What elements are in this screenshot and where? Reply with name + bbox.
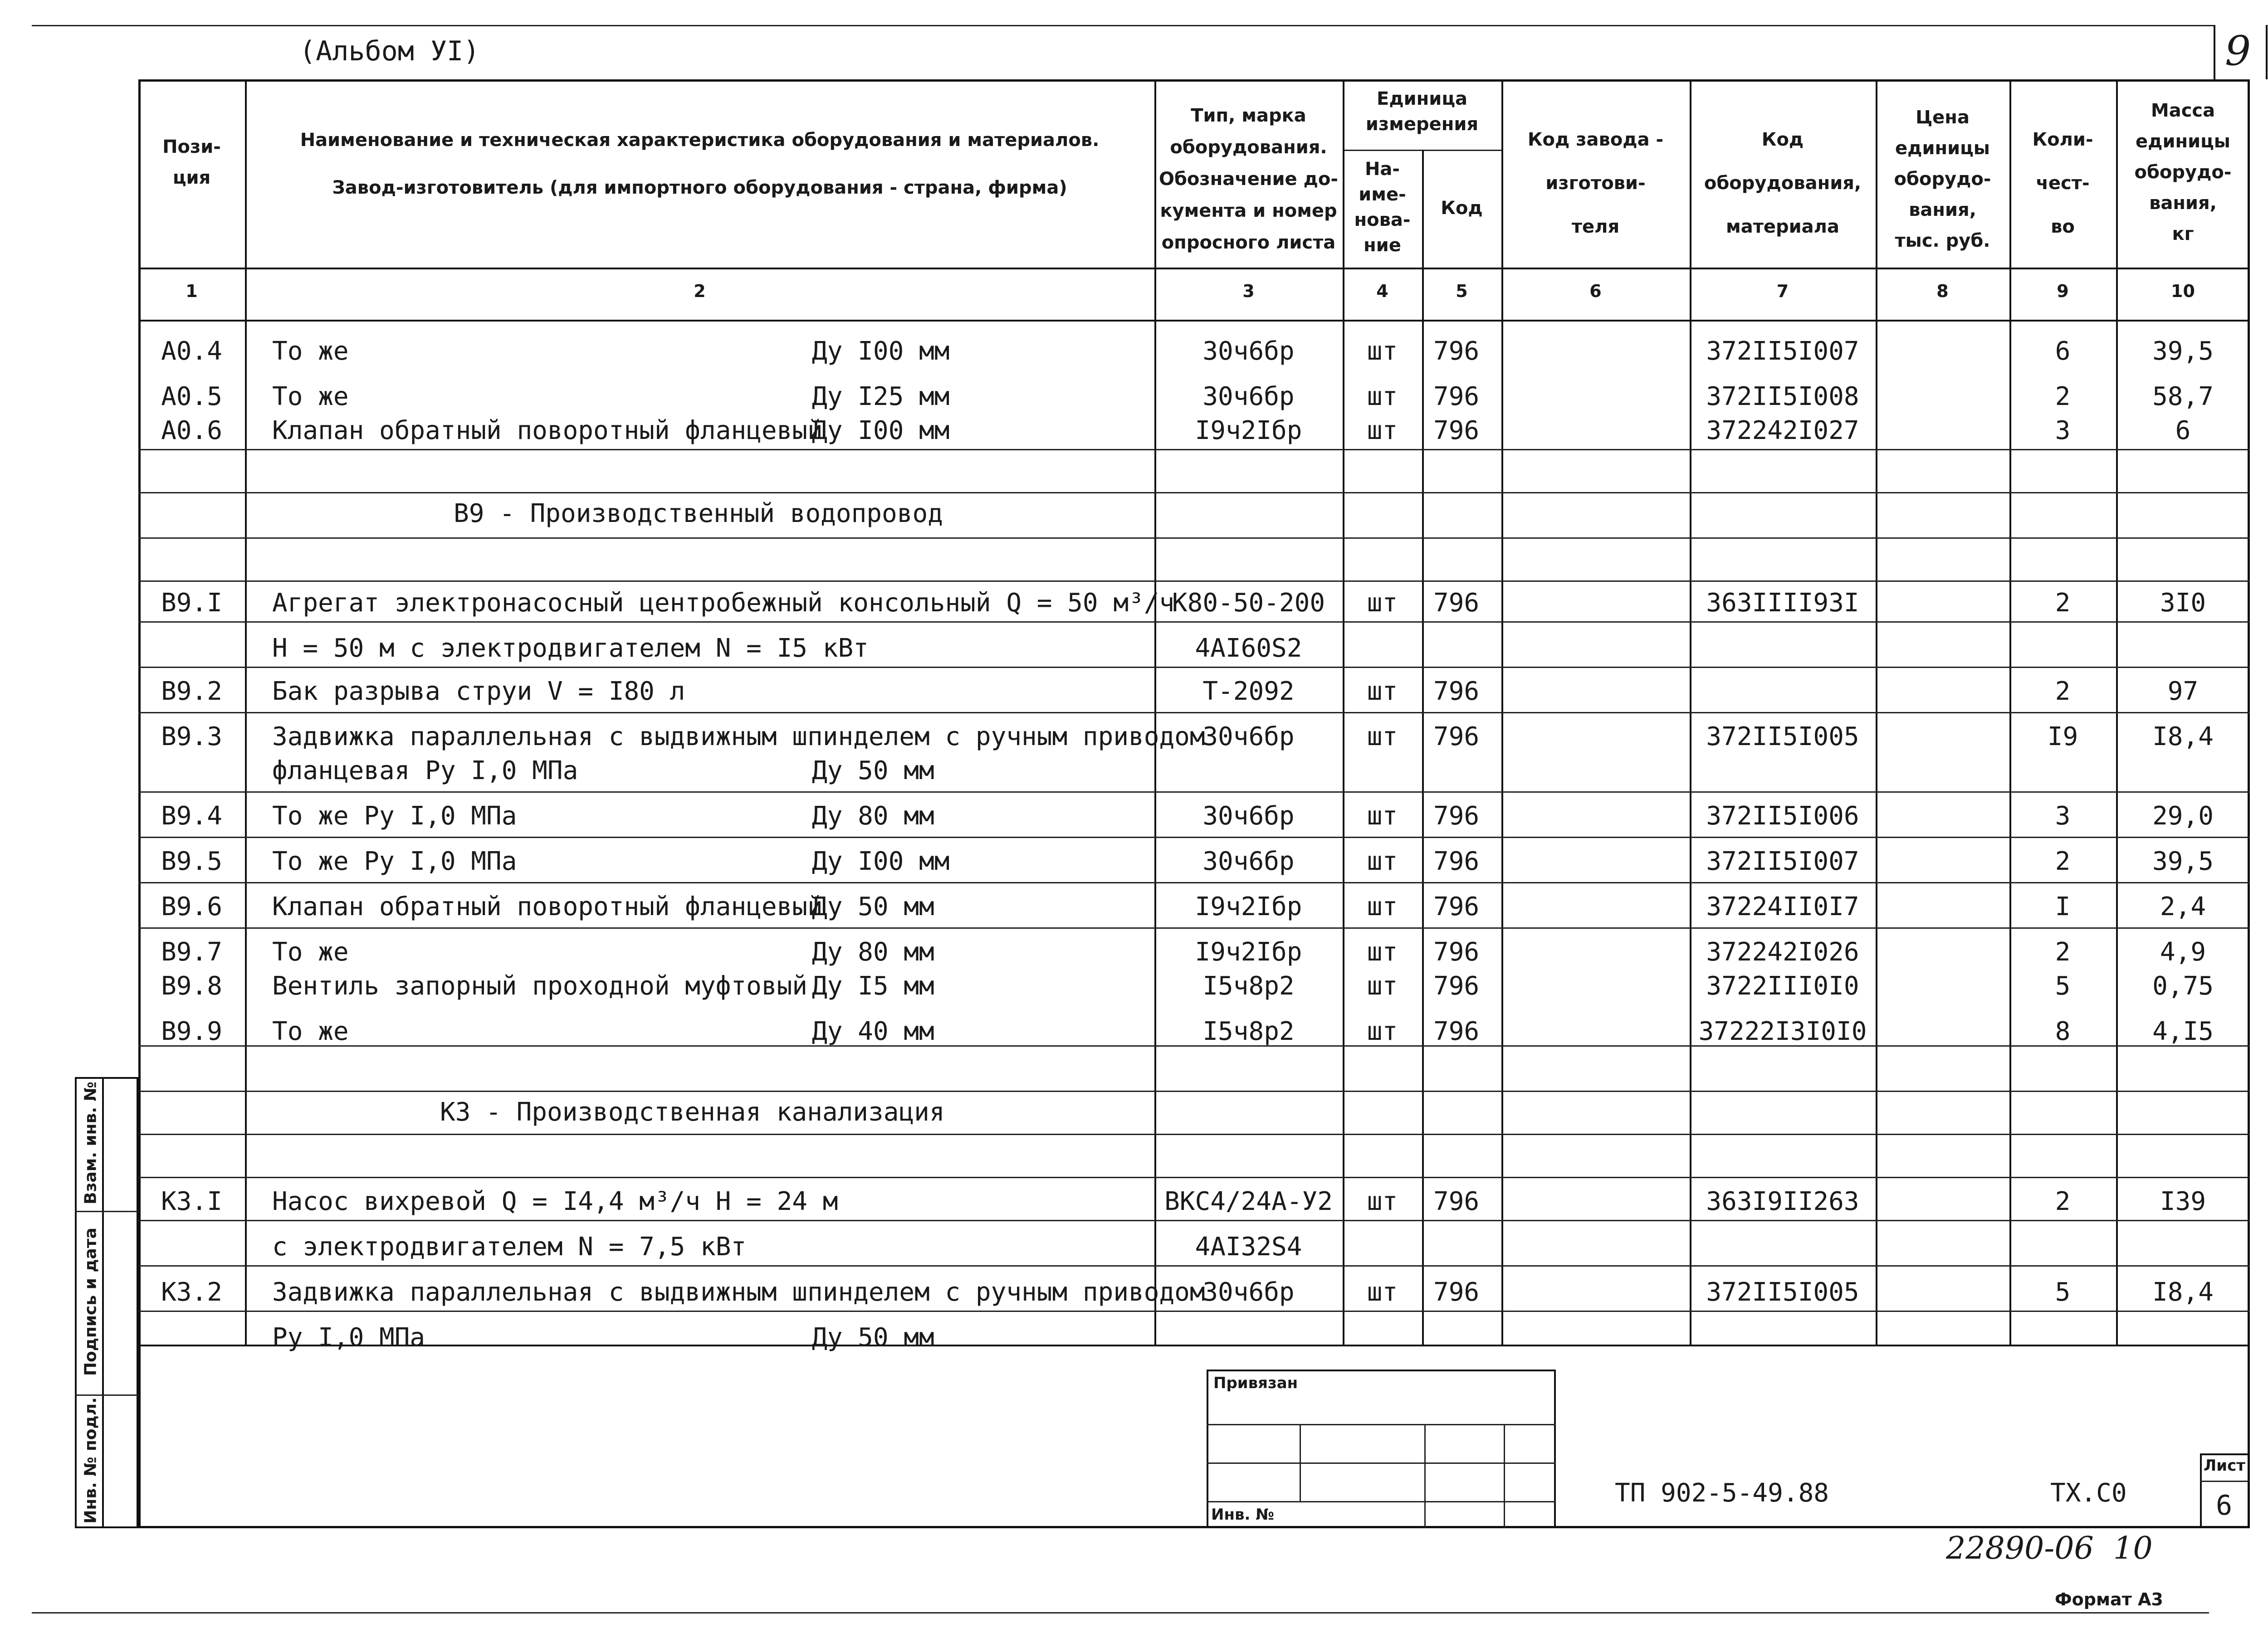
row-divider xyxy=(138,1134,2250,1135)
cell-type: 30ч6бр xyxy=(1202,382,1295,411)
cell-position: В9.5 xyxy=(161,847,222,876)
cell-unit-code: 796 xyxy=(1433,1277,1480,1307)
cell-name: То же xyxy=(272,382,349,411)
cell-mass: I39 xyxy=(2160,1187,2206,1216)
cell-position: В9.7 xyxy=(161,937,222,967)
cell-name: Клапан обратный поворотный фланцевый xyxy=(272,892,823,921)
cell-position: А0.6 xyxy=(161,416,222,445)
cell-unit-code: 796 xyxy=(1433,722,1480,751)
cell-unit-code: 796 xyxy=(1433,677,1480,706)
list-value: 6 xyxy=(2216,1490,2233,1521)
doc-code: ТП 902-5-49.88 xyxy=(1615,1478,1829,1508)
cell-name: Агрегат электронасосный центробежный консольный Q = 50 м³/ч xyxy=(272,588,1175,618)
row-divider xyxy=(138,1311,2250,1312)
cell-name: То же Ру I,0 МПа xyxy=(272,847,517,876)
row-divider xyxy=(138,449,2250,450)
doc-mark: ТХ.С0 xyxy=(2050,1478,2127,1508)
cell-nominal-diameter: Ду I00 мм xyxy=(812,847,950,876)
cell-position: А0.5 xyxy=(161,382,222,411)
cell-mass: I8,4 xyxy=(2152,722,2214,751)
row-divider xyxy=(138,837,2250,838)
cell-quantity: I9 xyxy=(2047,722,2078,751)
cell-name: Клапан обратный поворотный фланцевый xyxy=(272,416,823,445)
cell-name: То же Ру I,0 МПа xyxy=(272,801,517,831)
cell-nominal-diameter: Ду I00 мм xyxy=(812,416,950,445)
colnum-9: 9 xyxy=(2057,281,2069,301)
cell-mass: 0,75 xyxy=(2152,971,2214,1001)
cell-unit-name: шт xyxy=(1367,971,1398,1001)
colnum-bottom xyxy=(138,320,2250,322)
cell-quantity: 3 xyxy=(2055,801,2071,831)
cell-position: В9.I xyxy=(161,588,222,618)
row-divider xyxy=(138,492,2250,493)
cell-mass: 58,7 xyxy=(2152,382,2214,411)
col-line-4 xyxy=(1422,150,1424,1345)
cell-unit-name: шт xyxy=(1367,677,1398,706)
cell-name: Задвижка параллельная с выдвижным шпинделем с ручным приводом xyxy=(272,722,1205,751)
cell-nominal-diameter: Ду 50 мм xyxy=(812,1323,934,1352)
section-b9-heading: В9 - Производственный водопровод xyxy=(454,499,943,528)
side-stamp-replace-inv: Взам. инв. № xyxy=(81,1082,100,1204)
colnum-8: 8 xyxy=(1936,281,1949,301)
header-plant-code: Код завода - изготови- теля xyxy=(1527,129,1664,237)
row-divider xyxy=(138,712,2250,713)
cell-quantity: I xyxy=(2055,892,2071,921)
row-divider xyxy=(138,882,2250,883)
cell-equipment-code: 37224II0I7 xyxy=(1706,892,1859,921)
cell-equipment-code: 372II5I005 xyxy=(1706,722,1859,751)
cell-mass: 6 xyxy=(2175,416,2191,445)
cell-quantity: 5 xyxy=(2055,1277,2071,1307)
row-divider xyxy=(138,621,2250,623)
row-divider xyxy=(138,1265,2250,1267)
cell-mass: 97 xyxy=(2167,677,2199,706)
cell-mass: I8,4 xyxy=(2152,1277,2214,1307)
cell-equipment-code: 363I9II263 xyxy=(1706,1187,1859,1216)
cell-quantity: 2 xyxy=(2055,677,2071,706)
cell-name: Бак разрыва струи V = I80 л xyxy=(272,677,685,706)
privyazan-vline-2 xyxy=(1424,1424,1426,1528)
cell-unit-name: шт xyxy=(1367,1017,1398,1046)
header-position: Пози- ция xyxy=(162,136,221,188)
cell-quantity: 3 xyxy=(2055,416,2071,445)
cell-quantity: 2 xyxy=(2055,1187,2071,1216)
corner-box-right xyxy=(2266,25,2268,79)
cell-mass: 3I0 xyxy=(2160,588,2206,618)
row-divider xyxy=(138,537,2250,539)
row-divider xyxy=(138,791,2250,793)
cell-unit-name: шт xyxy=(1367,722,1398,751)
cell-name: фланцевая Ру I,0 МПа xyxy=(272,756,578,785)
colnum-5: 5 xyxy=(1456,281,1468,301)
cell-equipment-code: 3722III0I0 xyxy=(1706,971,1859,1001)
cell-type: 4АI32S4 xyxy=(1195,1232,1302,1262)
cell-quantity: 5 xyxy=(2055,971,2071,1001)
section-k3-heading: К3 - Производственная канализация xyxy=(440,1097,945,1127)
list-label: Лист xyxy=(2204,1457,2245,1475)
cell-position: В9.4 xyxy=(161,801,222,831)
cell-unit-name: шт xyxy=(1367,847,1398,876)
cell-name: То же xyxy=(272,336,349,366)
cell-type: 30ч6бр xyxy=(1202,336,1295,366)
privyazan-vline-3 xyxy=(1504,1424,1505,1528)
bottom-rule xyxy=(32,1612,2209,1614)
cell-mass: 4,9 xyxy=(2160,937,2206,967)
cell-mass: 2,4 xyxy=(2160,892,2206,921)
cell-unit-name: шт xyxy=(1367,1277,1398,1307)
header-bottom xyxy=(138,268,2250,269)
row-divider xyxy=(138,1091,2250,1092)
cell-name: То же xyxy=(272,1017,349,1046)
cell-unit-code: 796 xyxy=(1433,1017,1480,1046)
cell-name: Ру I,0 МПа xyxy=(272,1323,425,1352)
cell-equipment-code: 372II5I007 xyxy=(1706,336,1859,366)
body-bottom xyxy=(138,1345,2250,1346)
cell-quantity: 2 xyxy=(2055,937,2071,967)
cell-unit-code: 796 xyxy=(1433,588,1480,618)
cell-nominal-diameter: Ду I5 мм xyxy=(812,971,934,1001)
cell-type: 30ч6бр xyxy=(1202,801,1295,831)
cell-mass: 4,I5 xyxy=(2152,1017,2214,1046)
cell-nominal-diameter: Ду I00 мм xyxy=(812,336,950,366)
cell-type: 30ч6бр xyxy=(1202,847,1295,876)
cell-type: I9ч2Iбр xyxy=(1195,416,1302,445)
header-type: Тип, марка оборудования. Обозначение до- кумента и номер опросного листа xyxy=(1159,105,1338,253)
cell-unit-name: шт xyxy=(1367,416,1398,445)
colnum-10: 10 xyxy=(2171,281,2195,301)
header-quantity: Коли- чест- во xyxy=(2032,129,2093,237)
cell-unit-code: 796 xyxy=(1433,847,1480,876)
inv-no-label: Инв. № xyxy=(1211,1506,1275,1524)
cell-unit-name: шт xyxy=(1367,937,1398,967)
cell-quantity: 2 xyxy=(2055,847,2071,876)
cell-name: Насос вихревой Q = I4,4 м³/ч Н = 24 м xyxy=(272,1187,838,1216)
cell-type: К80-50-200 xyxy=(1172,588,1325,618)
row-divider xyxy=(138,1177,2250,1178)
cell-equipment-code: 372II5I008 xyxy=(1706,382,1859,411)
cell-equipment-code: 372II5I006 xyxy=(1706,801,1859,831)
cell-position: В9.8 xyxy=(161,971,222,1001)
side-stamp-signature-date: Подпись и дата xyxy=(81,1228,100,1376)
cell-type: I9ч2Iбр xyxy=(1195,892,1302,921)
list-box-split xyxy=(2200,1481,2250,1482)
colnum-7: 7 xyxy=(1776,281,1789,301)
cell-type: 30ч6бр xyxy=(1202,1277,1295,1307)
privyazan-label: Привязан xyxy=(1213,1374,1298,1392)
cell-unit-name: шт xyxy=(1367,336,1398,366)
privyazan-vline-1 xyxy=(1300,1424,1301,1501)
cell-quantity: 2 xyxy=(2055,382,2071,411)
cell-type: I9ч2Iбр xyxy=(1195,937,1302,967)
cell-unit-code: 796 xyxy=(1433,382,1480,411)
corner-box-left xyxy=(2214,25,2215,79)
archive-number: 22890-06 10 xyxy=(1946,1531,2153,1566)
row-divider xyxy=(138,667,2250,668)
cell-type: I5ч8р2 xyxy=(1202,1017,1295,1046)
cell-unit-code: 796 xyxy=(1433,1187,1480,1216)
cell-nominal-diameter: Ду 50 мм xyxy=(812,756,934,785)
cell-type: 4АI60S2 xyxy=(1195,634,1302,663)
cell-equipment-code: 372242I026 xyxy=(1706,937,1859,967)
header-unit: Единица измерения xyxy=(1365,88,1479,135)
album-label: (Альбом УI) xyxy=(299,35,480,67)
cell-nominal-diameter: Ду I25 мм xyxy=(812,382,950,411)
cell-name: с электродвигателем N = 7,5 кВт xyxy=(272,1232,747,1262)
side-stamp-orig-inv: Инв. № подл. xyxy=(81,1397,100,1524)
cell-name: То же xyxy=(272,937,349,967)
colnum-6: 6 xyxy=(1589,281,1602,301)
colnum-4: 4 xyxy=(1376,281,1388,301)
cell-type: 30ч6бр xyxy=(1202,722,1295,751)
cell-unit-code: 796 xyxy=(1433,971,1480,1001)
cell-unit-name: шт xyxy=(1367,588,1398,618)
row-divider xyxy=(138,927,2250,929)
cell-type: ВКС4/24А-У2 xyxy=(1164,1187,1333,1216)
row-divider xyxy=(138,580,2250,582)
side-stamp-split xyxy=(102,1077,104,1528)
cell-position: В9.3 xyxy=(161,722,222,751)
cell-nominal-diameter: Ду 80 мм xyxy=(812,937,934,967)
colnum-2: 2 xyxy=(694,281,706,301)
cell-mass: 39,5 xyxy=(2152,847,2214,876)
header-manufacturer: Завод-изготовитель (для импортного оборудования - страна, фирма) xyxy=(332,177,1067,198)
cell-unit-code: 796 xyxy=(1433,801,1480,831)
cell-position: А0.4 xyxy=(161,336,222,366)
corner-sheet-number: 9 xyxy=(2225,27,2251,75)
cell-mass: 39,5 xyxy=(2152,336,2214,366)
cell-name: Задвижка параллельная с выдвижным шпинделем с ручным приводом xyxy=(272,1277,1205,1307)
cell-type: I5ч8р2 xyxy=(1202,971,1295,1001)
header-price: Цена единицы оборудо- вания, тыс. руб. xyxy=(1894,107,1991,251)
cell-nominal-diameter: Ду 80 мм xyxy=(812,801,934,831)
colnum-3: 3 xyxy=(1242,281,1255,301)
colnum-1: 1 xyxy=(186,281,198,301)
cell-equipment-code: 372II5I007 xyxy=(1706,847,1859,876)
cell-position: В9.2 xyxy=(161,677,222,706)
format-label: Формат А3 xyxy=(2055,1589,2163,1609)
header-mass: Масса единицы оборудо- вания, кг xyxy=(2134,100,2232,244)
top-border xyxy=(32,25,2214,26)
cell-unit-code: 796 xyxy=(1433,937,1480,967)
cell-nominal-diameter: Ду 50 мм xyxy=(812,892,934,921)
cell-quantity: 8 xyxy=(2055,1017,2071,1046)
header-unit-code: Код xyxy=(1441,198,1483,219)
cell-unit-name: шт xyxy=(1367,892,1398,921)
cell-nominal-diameter: Ду 40 мм xyxy=(812,1017,934,1046)
header-unit-name: На- име- нова- ние xyxy=(1354,159,1411,256)
cell-equipment-code: 372II5I005 xyxy=(1706,1277,1859,1307)
cell-position: К3.I xyxy=(161,1187,222,1216)
cell-quantity: 2 xyxy=(2055,588,2071,618)
cell-name: Вентиль запорный проходной муфтовый xyxy=(272,971,808,1001)
cell-equipment-code: 363IIII93I xyxy=(1706,588,1859,618)
cell-position: В9.6 xyxy=(161,892,222,921)
cell-equipment-code: 372242I027 xyxy=(1706,416,1859,445)
cell-name: Н = 50 м с электродвигателем N = I5 кВт xyxy=(272,634,869,663)
cell-position: К3.2 xyxy=(161,1277,222,1307)
header-equipment-code: Код оборудования, материала xyxy=(1704,129,1862,237)
cell-unit-code: 796 xyxy=(1433,416,1480,445)
cell-unit-code: 796 xyxy=(1433,892,1480,921)
cell-equipment-code: 37222I3I0I0 xyxy=(1698,1017,1867,1046)
cell-unit-code: 796 xyxy=(1433,336,1480,366)
cell-type: Т-2092 xyxy=(1202,677,1295,706)
cell-unit-name: шт xyxy=(1367,1187,1398,1216)
cell-position: В9.9 xyxy=(161,1017,222,1046)
cell-unit-name: шт xyxy=(1367,801,1398,831)
cell-mass: 29,0 xyxy=(2152,801,2214,831)
row-divider xyxy=(138,1220,2250,1221)
header-name: Наименование и техническая характеристика оборудования и материалов. xyxy=(300,130,1100,151)
cell-unit-name: шт xyxy=(1367,382,1398,411)
cell-quantity: 6 xyxy=(2055,336,2071,366)
